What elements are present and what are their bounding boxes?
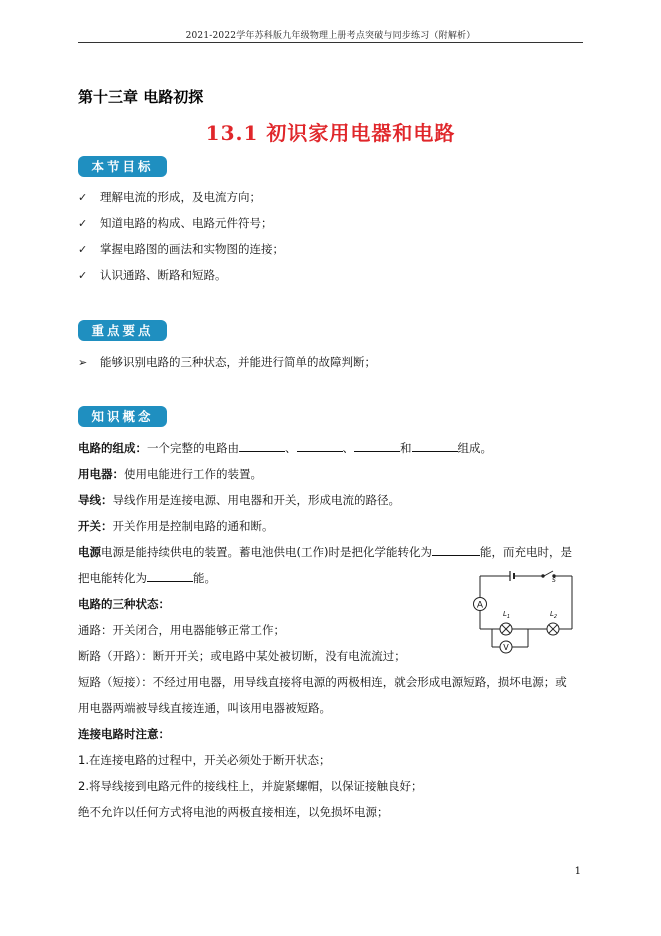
concept-states-heading: 电路的三种状态： [78,597,170,611]
page-number: 1 [574,866,581,877]
fill-blank[interactable] [354,441,400,452]
check-icon: ✓ [78,217,88,230]
lamp-1-symbol [500,623,512,635]
concept-wire: 导线：导线作用是连接电源、用电器和开关，形成电流的路径。 [78,493,400,507]
voltmeter-label: V [503,643,509,652]
concept-source: 电源电源是能持续供电的装置。蓄电池供电(工作)时是把化学能转化为 能，而充电时，是 [78,545,572,559]
fill-blank[interactable] [297,441,343,452]
goal-item: ✓ 知道电路的构成、电路元件符号； [78,216,273,230]
state-closed: 通路：开关闭合，用电器能够正常工作； [78,623,285,637]
circuit-diagram [468,568,586,658]
switch-label: S [552,577,556,584]
badge-keypoints: 重点要点 [78,320,167,341]
check-icon: ✓ [78,191,88,204]
concept-source-cont: 把电能转化为 能。 [78,571,216,585]
lamp-1-label: $L_1$ [503,610,511,620]
fill-blank[interactable] [432,545,480,556]
concept-appliance: 用电器：使用电能进行工作的装置。 [78,467,262,481]
goal-item: ✓ 掌握电路图的画法和实物图的连接； [78,242,284,256]
fill-blank[interactable] [147,571,193,582]
chapter-heading: 第十三章 电路初探 [78,88,204,106]
lamp-2-symbol [547,623,559,635]
section-title: 13.1 初识家用电器和电路 [205,121,456,145]
goal-item: ✓ 理解电流的形成，及电流方向； [78,190,261,204]
check-icon: ✓ [78,269,88,282]
connect-note-2: 2.将导线接到电路元件的接线柱上，并旋紧螺帽，以保证接触良好； [78,779,423,793]
concept-composition: 电路的组成：一个完整的电路由 、 、 和 组成。 [78,441,492,455]
badge-concepts: 知识概念 [78,406,167,427]
lamp-2-label: $L_2$ [550,610,558,620]
state-short-1: 短路（短接）：不经过用电器，用导线直接将电源的两极相连，就会形成电源短路，损坏电源；或 [78,675,567,689]
state-short-2: 用电器两端被导线直接连通，叫该用电器被短路。 [78,701,331,715]
connect-note-1: 1.在连接电路的过程中，开关必须处于断开状态； [78,753,331,767]
goal-item: ✓ 认识通路、断路和短路。 [78,268,227,282]
concept-connect-heading: 连接电路时注意： [78,727,170,741]
badge-goals: 本节目标 [78,156,167,177]
ammeter-label: A [476,600,484,611]
header-rule [78,42,583,43]
check-icon: ✓ [78,243,88,256]
running-header: 2021-2022学年苏科版九年级物理上册考点突破与同步练习（附解析） [185,31,476,41]
state-open: 断路（开路）：断开开关；或电路中某处被切断，没有电流流过； [78,649,406,663]
arrow-bullet-icon: ➢ [78,356,88,369]
concept-switch: 开关：开关作用是控制电路的通和断。 [78,519,274,533]
connect-note-3: 绝不允许以任何方式将电池的两极直接相连，以免损坏电源； [78,805,389,819]
fill-blank[interactable] [239,441,285,452]
keypoint-item: ➢ 能够识别电路的三种状态，并能进行简单的故障判断； [78,355,376,369]
fill-blank[interactable] [412,441,458,452]
